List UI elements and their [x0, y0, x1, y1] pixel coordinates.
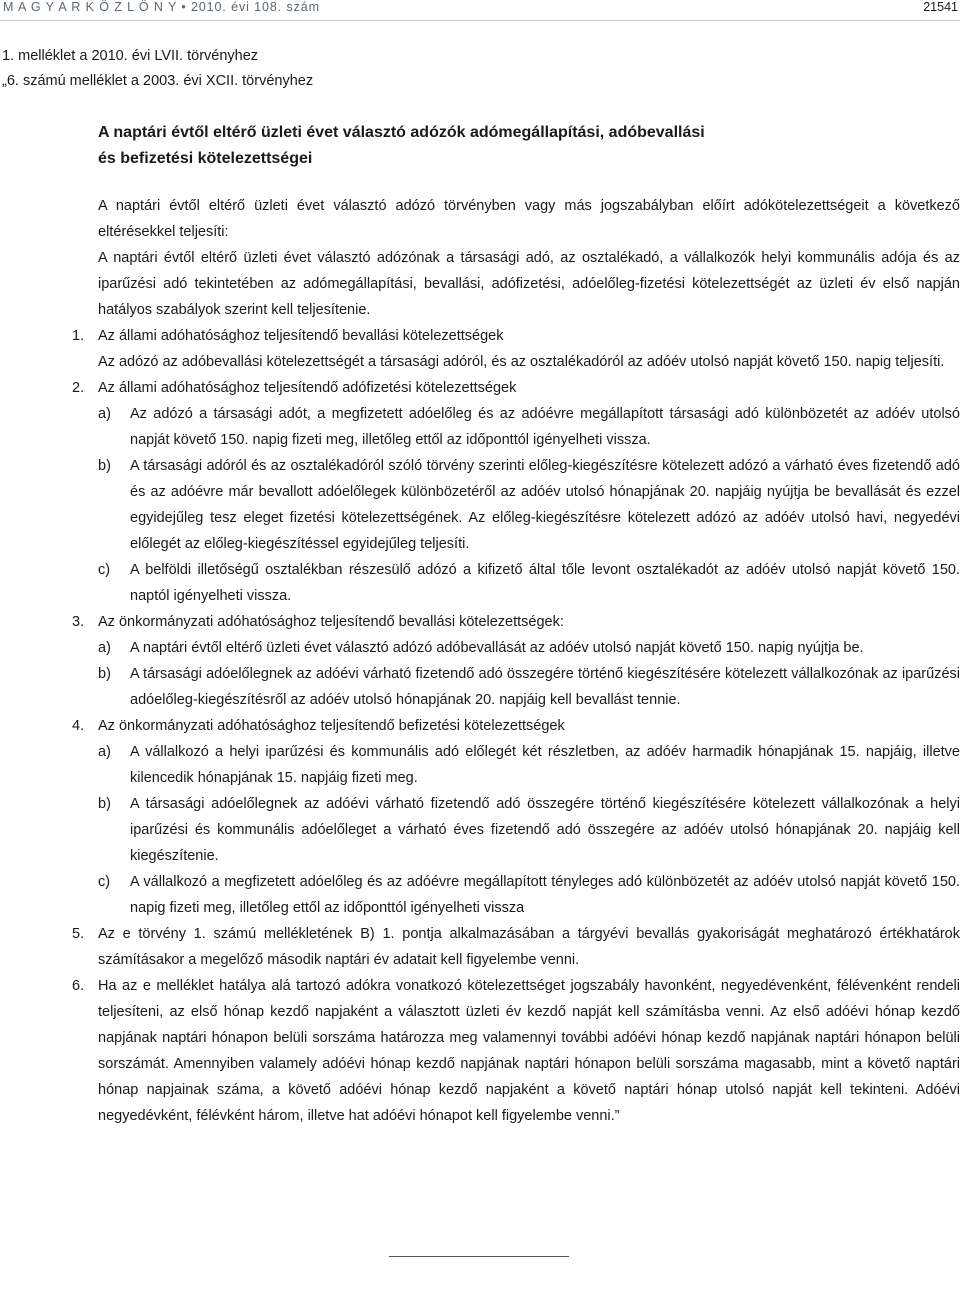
- page-header: [0, 0, 960, 20]
- item-number: 6.: [72, 978, 85, 994]
- item-heading: Az önkormányzati adóhatósághoz teljesítendő befizetési kötelezettségek: [98, 718, 565, 734]
- sub-item-text: A naptári évtől eltérő üzleti évet választó adózó adóbevallását az adóév utolsó napját követő 150. napig nyújtja be.: [130, 640, 864, 656]
- list-item: [72, 375, 960, 609]
- list-item: [72, 973, 960, 1129]
- item-number: 3.: [72, 614, 85, 630]
- sub-item: [98, 401, 960, 453]
- sub-item-text: A vállalkozó a megfizetett adóelőleg és az adóévre megállapított tényleges adó különbözetét az adóév utolsó napját követő 150. napig fizeti meg, illetőleg ettől az időponttól igényelheti vissza: [130, 874, 960, 916]
- sub-item-label: a): [98, 640, 111, 656]
- sub-item: [98, 661, 960, 713]
- sub-item-text: A vállalkozó a helyi iparűzési és kommunális adó előlegét két részletben, az adóév harmadik hónapjának 15. napjáig, illetve kilencedik hónapjának 15. napjáig fizeti meg.: [130, 744, 960, 786]
- item-text: Az adózó az adóbevallási kötelezettségét a társasági adóról, és az osztalékadóról az adóév utolsó napját követő 150. napig teljesíti.: [98, 354, 945, 370]
- header-rule: [0, 20, 960, 21]
- item-number: 1.: [72, 328, 85, 344]
- annex-title-line: és befizetési kötelezettségei: [98, 150, 313, 167]
- annex-title-line: A naptári évtől eltérő üzleti évet választó adózók adómegállapítási, adóbevallási: [98, 124, 705, 141]
- item-number: 4.: [72, 718, 85, 734]
- intro-paragraph: A naptári évtől eltérő üzleti évet választó adózó törvényben vagy más jogszabályban előírt adókötelezettségeit a következő eltérésekkel teljesíti:: [98, 198, 960, 240]
- sub-item: [98, 869, 960, 921]
- list-item: [72, 609, 960, 713]
- sub-item: [98, 791, 960, 869]
- item-heading: Az állami adóhatósághoz teljesítendő adófizetési kötelezettségek: [98, 380, 517, 396]
- sub-item: [98, 557, 960, 609]
- sub-item-label: c): [98, 874, 111, 890]
- sub-item-label: b): [98, 796, 111, 812]
- annex-title: [98, 120, 798, 172]
- page-number: 21541: [923, 0, 958, 14]
- sub-item: [98, 739, 960, 791]
- sub-item-text: A társasági adóelőlegnek az adóévi várható fizetendő adó összegére történő kiegészítésére kötelezett vállalkozónak az iparűzési adóelőleg-kiegészítésről az adóév utolsó hónapjának 20. napjáig kell bevallást tennie.: [130, 666, 960, 708]
- sub-item-label: c): [98, 562, 111, 578]
- list-item: [72, 713, 960, 921]
- item-heading: Az önkormányzati adóhatósághoz teljesítendő bevallási kötelezettségek:: [98, 614, 564, 630]
- sub-item-text: Az adózó a társasági adót, a megfizetett adóelőleg és az adóévre megállapított társasági adó különbözetét az adóév utolsó napját követő 150. napig fizeti meg, illetőleg ettől az időponttól igényelheti vissza.: [130, 406, 960, 448]
- item-text: Az e törvény 1. számú mellékletének B) 1. pontja alkalmazásában a tárgyévi bevallás gyakoriságát meghatározó értékhatárok számításakor a megelőző második naptári év adatait kell figyelembe venni.: [98, 926, 960, 968]
- annex-reference-line: „6. számú melléklet a 2003. évi XCII. törvényhez: [2, 73, 314, 89]
- item-heading: Az állami adóhatósághoz teljesítendő bevallási kötelezettségek: [98, 328, 504, 344]
- sub-item-label: a): [98, 744, 111, 760]
- intro-paragraph: A naptári évtől eltérő üzleti évet választó adózónak a társasági adó, az osztalékadó, a vállalkozók helyi kommunális adója és az iparűzési adó tekintetében az adómegállapítási, bevallási, adófizetési, adóelőleg-fizetési kötelezettségét az üzleti év első napján hatályos szabályok szerint kell teljesítenie.: [98, 250, 960, 318]
- sub-item-text: A társasági adóról és az osztalékadóról szóló törvény szerinti előleg-kiegészítésre kötelezett adózó a várható éves fizetendő adó és az adóévre már bevallott adóelőlegek különbözetéről az adóév utolsó hónapjának 20. napjáig nyújtja be bevallását és ezzel egyidejűleg tesz eleget fizetési kötelezettségének. Az előleg-kiegészítésre kötelezett adózó az adóév utolsó havi, negyedévi előlegét az előleg-kiegészítéssel egyidejűleg teljesíti.: [130, 458, 960, 552]
- sub-item: [98, 635, 960, 661]
- list-item: [72, 323, 960, 375]
- footer-rule: [389, 1256, 569, 1257]
- sub-item-label: a): [98, 406, 111, 422]
- item-text: Ha az e melléklet hatálya alá tartozó adókra vonatkozó kötelezettséget jogszabály havonként, negyedévenként, félévenként rendeli teljesíteni, az első hónap kezdő napjaként a választott üzleti év kezdő napját kell számításba venni. Az első adóévi hónap kezdő napjának naptári hónapon belüli sorszáma határozza meg valamennyi további adóévi hónap kezdő napjának naptári hónapon belüli sorszámát. Amennyiben valamely adóévi hónap kezdő napjának naptári hónapon belüli sorszáma magasabb, mint a követő naptári hónap napjainak száma, a követő adóévi hónap kezdő napjaként a követő naptári hónap utolsó napját kell tekinteni. Adóévi negyedévként, félévként három, illetve hat adóévi hónapot kell figyelembe venni.”: [98, 978, 960, 1124]
- sub-item-label: b): [98, 666, 111, 682]
- annex-reference-line: 1. melléklet a 2010. évi LVII. törvényhez: [2, 48, 259, 64]
- item-number: 2.: [72, 380, 85, 396]
- item-number: 5.: [72, 926, 85, 942]
- sub-item-text: A társasági adóelőlegnek az adóévi várható fizetendő adó összegére történő kiegészítésére kötelezett vállalkozónak a helyi iparűzési és kommunális adóelőleget a várható éves fizetendő adó összegére az adóév utolsó hónapjának 20. napjáig kell kiegészítenie.: [130, 796, 960, 864]
- sub-item-label: b): [98, 458, 111, 474]
- sub-item: [98, 453, 960, 557]
- list-item: [72, 921, 960, 973]
- document-body: [72, 193, 960, 1129]
- annex-references: [2, 44, 313, 94]
- sub-item-text: A belföldi illetőségű osztalékban részesülő adózó a kifizető által tőle levont osztalékadót az adóév utolsó napját követő 150. naptól igényelheti vissza.: [130, 562, 960, 604]
- journal-title: M A G Y A R K Ö Z L Ö N Y • 2010. évi 108. szám: [3, 0, 320, 14]
